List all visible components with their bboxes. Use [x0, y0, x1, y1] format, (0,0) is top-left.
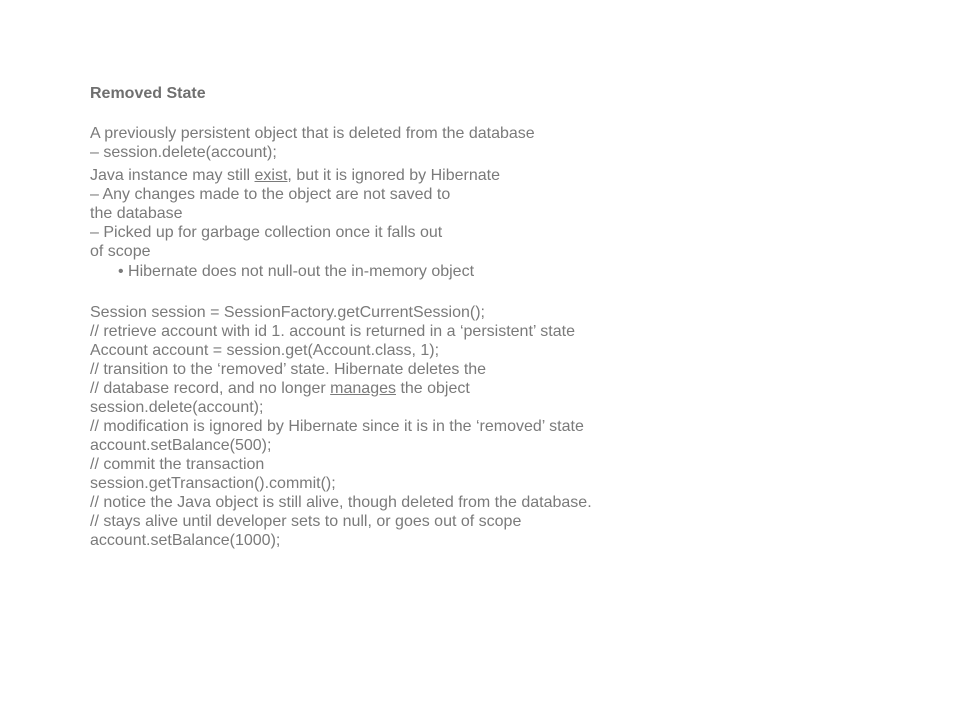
code-line: session.getTransaction().commit(); — [90, 475, 336, 492]
java-note-2: the database — [90, 205, 183, 222]
code-line: session.delete(account); — [90, 399, 264, 416]
bullet-item: • Hibernate does not null-out the in-memory object — [118, 263, 475, 280]
java-line-post: , but it is ignored by Hibernate — [287, 167, 500, 184]
code-line-underlined: manages — [330, 380, 396, 397]
code-line: Session session = SessionFactory.getCurrentSession(); — [90, 304, 485, 321]
code-line: // modification is ignored by Hibernate since it is in the ‘removed’ state — [90, 418, 584, 435]
java-instance-line — [90, 166, 500, 185]
code-line: account.setBalance(500); — [90, 437, 272, 454]
code-line — [90, 379, 470, 398]
code-line-post: the object — [396, 380, 470, 397]
java-line-pre: Java instance may still — [90, 167, 255, 184]
slide-title: Removed State — [90, 85, 206, 102]
code-line: Account account = session.get(Account.class, 1); — [90, 342, 440, 359]
java-note-3: – Picked up for garbage collection once it falls out — [90, 224, 443, 241]
code-line: // transition to the ‘removed’ state. Hibernate deletes the — [90, 361, 487, 378]
code-line: account.setBalance(1000); — [90, 532, 281, 549]
java-note-4: of scope — [90, 243, 151, 260]
code-line: // retrieve account with id 1. account is returned in a ‘persistent’ state — [90, 323, 575, 340]
java-line-underlined: exist — [254, 167, 288, 184]
code-line-pre: // database record, and no longer — [90, 380, 331, 397]
intro-line-2: – session.delete(account); — [90, 144, 277, 161]
intro-line-1: A previously persistent object that is deleted from the database — [90, 125, 535, 142]
code-line: // stays alive until developer sets to null, or goes out of scope — [90, 513, 522, 530]
code-line: // commit the transaction — [90, 456, 265, 473]
code-line: // notice the Java object is still alive, though deleted from the database. — [90, 494, 592, 511]
java-note-1: – Any changes made to the object are not saved to — [90, 186, 451, 203]
